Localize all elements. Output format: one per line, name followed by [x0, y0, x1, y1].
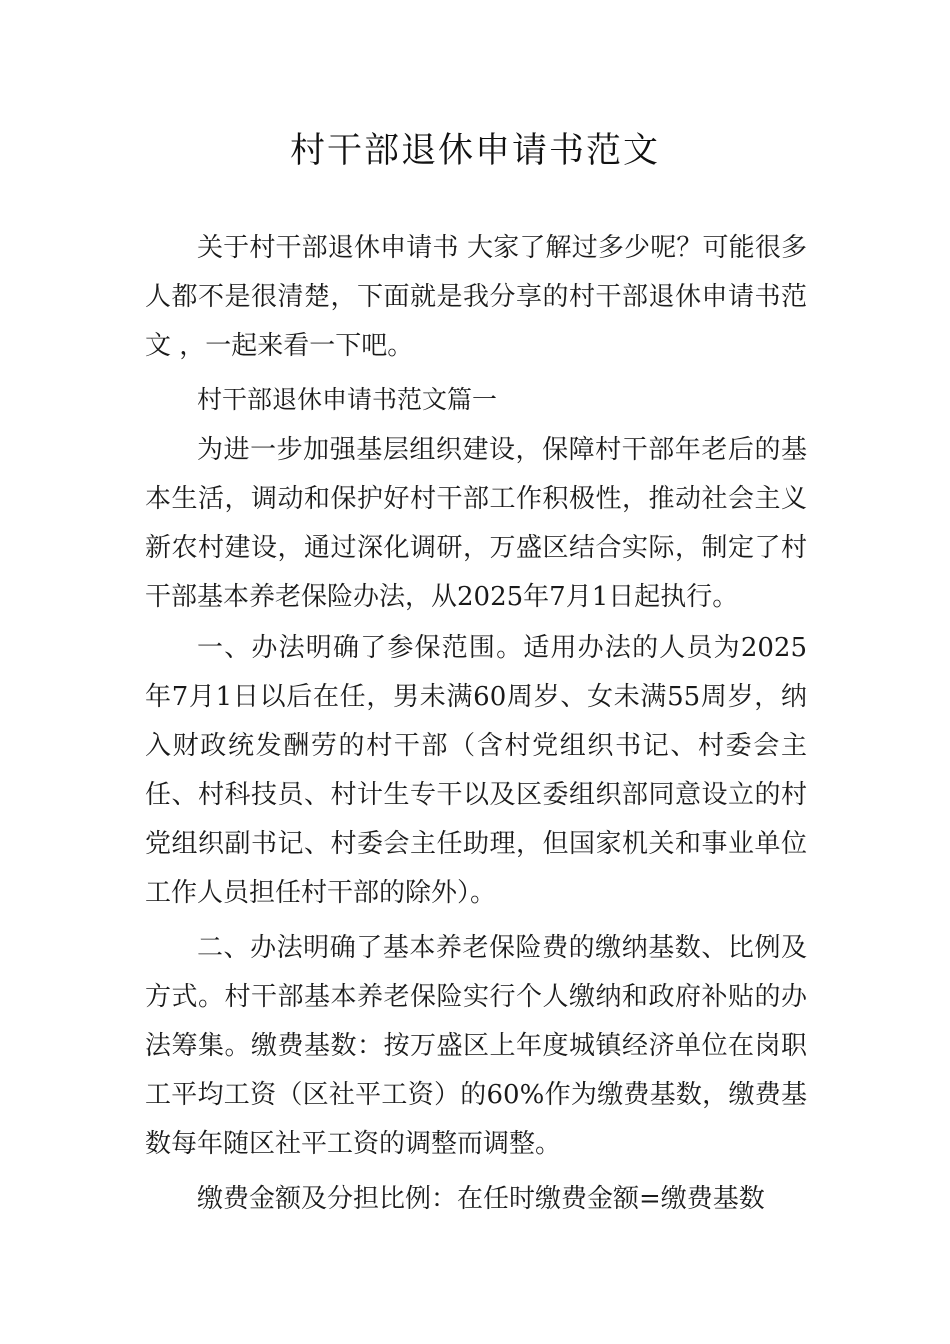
- body-paragraph: 一、办法明确了参保范围。适用办法的人员为2025年7月1日以后在任，男未满60周岁、女未满55周岁，纳入财政统发酬劳的村干部（含村党组织书记、村委会主任、村科技员、村计生专干以及区委组织部同意设立的村党组织副书记、村委会主任助理，但国家机关和事业单位工作人员担任村干部的除外）。: [145, 633, 807, 908]
- section-heading: 村干部退休申请书范文篇一: [197, 385, 498, 414]
- body-paragraph: 为进一步加强基层组织建设，保障村干部年老后的基本生活，调动和保护好村干部工作积极性，推动社会主义新农村建设，通过深化调研，万盛区结合实际，制定了村干部基本养老保险办法，从2025年7月1日起执行。: [145, 435, 807, 612]
- document-body: [145, 224, 807, 1224]
- body-paragraph: 二、办法明确了基本养老保险费的缴纳基数、比例及方式。村干部基本养老保险实行个人缴纳和政府补贴的办法筹集。缴费基数：按万盛区上年度城镇经济单位在岗职工平均工资（区社平工资）的60%作为缴费基数，缴费基数每年随区社平工资的调整而调整。: [145, 933, 807, 1159]
- document-title: 村干部退休申请书范文: [289, 131, 660, 171]
- body-paragraph: 缴费金额及分担比例：在任时缴费金额=缴费基数: [197, 1184, 765, 1214]
- intro-paragraph: 关于村干部退休申请书 大家了解过多少呢？可能很多人都不是很清楚，下面就是我分享的村干部退休申请书范文 ，一起来看一下吧。: [145, 233, 807, 361]
